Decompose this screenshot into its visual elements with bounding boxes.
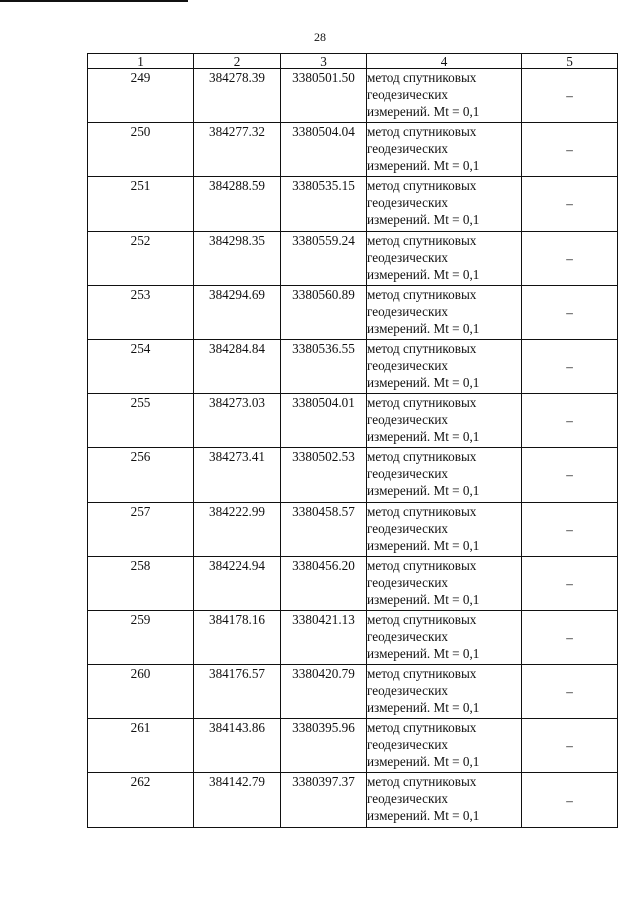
page-number: 28 bbox=[314, 30, 326, 44]
table-row bbox=[88, 285, 618, 339]
point-number-cell: 251 bbox=[88, 177, 194, 231]
y-coordinate-cell: 3380560.89 bbox=[281, 285, 367, 339]
table-row bbox=[88, 665, 618, 719]
method-cell: метод спутниковых геодезических измерений. Mt = 0,1 bbox=[367, 123, 522, 177]
x-coordinate-cell: 384298.35 bbox=[194, 231, 281, 285]
column-header-3: 3 bbox=[281, 54, 367, 69]
y-coordinate-cell: 3380504.01 bbox=[281, 394, 367, 448]
method-cell: метод спутниковых геодезических измерений. Mt = 0,1 bbox=[367, 177, 522, 231]
y-coordinate-cell: 3380501.50 bbox=[281, 69, 367, 123]
x-coordinate-cell: 384273.41 bbox=[194, 448, 281, 502]
table-row bbox=[88, 123, 618, 177]
y-coordinate-cell: 3380420.79 bbox=[281, 665, 367, 719]
table-row bbox=[88, 502, 618, 556]
point-number-cell: 250 bbox=[88, 123, 194, 177]
y-coordinate-cell: 3380502.53 bbox=[281, 448, 367, 502]
coordinates-table bbox=[87, 53, 618, 828]
column-header-2: 2 bbox=[194, 54, 281, 69]
note-cell: – bbox=[522, 231, 618, 285]
method-cell: метод спутниковых геодезических измерений. Mt = 0,1 bbox=[367, 773, 522, 827]
y-coordinate-cell: 3380535.15 bbox=[281, 177, 367, 231]
point-number-cell: 253 bbox=[88, 285, 194, 339]
note-cell: – bbox=[522, 394, 618, 448]
column-header-1: 1 bbox=[88, 54, 194, 69]
note-cell: – bbox=[522, 123, 618, 177]
top-rule bbox=[0, 0, 188, 2]
table-header bbox=[88, 54, 618, 69]
point-number-cell: 254 bbox=[88, 339, 194, 393]
point-number-cell: 256 bbox=[88, 448, 194, 502]
y-coordinate-cell: 3380458.57 bbox=[281, 502, 367, 556]
x-coordinate-cell: 384222.99 bbox=[194, 502, 281, 556]
table-row bbox=[88, 69, 618, 123]
x-coordinate-cell: 384284.84 bbox=[194, 339, 281, 393]
table-row bbox=[88, 719, 618, 773]
x-coordinate-cell: 384273.03 bbox=[194, 394, 281, 448]
note-cell: – bbox=[522, 556, 618, 610]
method-cell: метод спутниковых геодезических измерений. Mt = 0,1 bbox=[367, 231, 522, 285]
method-cell: метод спутниковых геодезических измерений. Mt = 0,1 bbox=[367, 285, 522, 339]
note-cell: – bbox=[522, 285, 618, 339]
table-row bbox=[88, 610, 618, 664]
point-number-cell: 258 bbox=[88, 556, 194, 610]
y-coordinate-cell: 3380421.13 bbox=[281, 610, 367, 664]
method-cell: метод спутниковых геодезических измерений. Mt = 0,1 bbox=[367, 69, 522, 123]
table-body bbox=[88, 69, 618, 828]
note-cell: – bbox=[522, 773, 618, 827]
method-cell: метод спутниковых геодезических измерений. Mt = 0,1 bbox=[367, 665, 522, 719]
x-coordinate-cell: 384143.86 bbox=[194, 719, 281, 773]
column-header-4: 4 bbox=[367, 54, 522, 69]
note-cell: – bbox=[522, 610, 618, 664]
x-coordinate-cell: 384277.32 bbox=[194, 123, 281, 177]
x-coordinate-cell: 384176.57 bbox=[194, 665, 281, 719]
note-cell: – bbox=[522, 502, 618, 556]
note-cell: – bbox=[522, 448, 618, 502]
method-cell: метод спутниковых геодезических измерений. Mt = 0,1 bbox=[367, 502, 522, 556]
note-cell: – bbox=[522, 719, 618, 773]
point-number-cell: 262 bbox=[88, 773, 194, 827]
table-row bbox=[88, 448, 618, 502]
note-cell: – bbox=[522, 665, 618, 719]
x-coordinate-cell: 384178.16 bbox=[194, 610, 281, 664]
y-coordinate-cell: 3380536.55 bbox=[281, 339, 367, 393]
y-coordinate-cell: 3380504.04 bbox=[281, 123, 367, 177]
x-coordinate-cell: 384278.39 bbox=[194, 69, 281, 123]
method-cell: метод спутниковых геодезических измерений. Mt = 0,1 bbox=[367, 448, 522, 502]
y-coordinate-cell: 3380456.20 bbox=[281, 556, 367, 610]
point-number-cell: 260 bbox=[88, 665, 194, 719]
table-row bbox=[88, 773, 618, 827]
method-cell: метод спутниковых геодезических измерений. Mt = 0,1 bbox=[367, 556, 522, 610]
point-number-cell: 259 bbox=[88, 610, 194, 664]
header-row bbox=[88, 54, 618, 69]
table-row bbox=[88, 231, 618, 285]
y-coordinate-cell: 3380559.24 bbox=[281, 231, 367, 285]
column-header-5: 5 bbox=[522, 54, 618, 69]
point-number-cell: 255 bbox=[88, 394, 194, 448]
y-coordinate-cell: 3380397.37 bbox=[281, 773, 367, 827]
point-number-cell: 257 bbox=[88, 502, 194, 556]
method-cell: метод спутниковых геодезических измерений. Mt = 0,1 bbox=[367, 339, 522, 393]
point-number-cell: 249 bbox=[88, 69, 194, 123]
y-coordinate-cell: 3380395.96 bbox=[281, 719, 367, 773]
x-coordinate-cell: 384224.94 bbox=[194, 556, 281, 610]
note-cell: – bbox=[522, 339, 618, 393]
table-row bbox=[88, 394, 618, 448]
method-cell: метод спутниковых геодезических измерений. Mt = 0,1 bbox=[367, 719, 522, 773]
point-number-cell: 261 bbox=[88, 719, 194, 773]
x-coordinate-cell: 384294.69 bbox=[194, 285, 281, 339]
point-number-cell: 252 bbox=[88, 231, 194, 285]
method-cell: метод спутниковых геодезических измерений. Mt = 0,1 bbox=[367, 610, 522, 664]
table-row bbox=[88, 339, 618, 393]
x-coordinate-cell: 384288.59 bbox=[194, 177, 281, 231]
note-cell: – bbox=[522, 69, 618, 123]
table-row bbox=[88, 556, 618, 610]
method-cell: метод спутниковых геодезических измерений. Mt = 0,1 bbox=[367, 394, 522, 448]
table-row bbox=[88, 177, 618, 231]
note-cell: – bbox=[522, 177, 618, 231]
x-coordinate-cell: 384142.79 bbox=[194, 773, 281, 827]
